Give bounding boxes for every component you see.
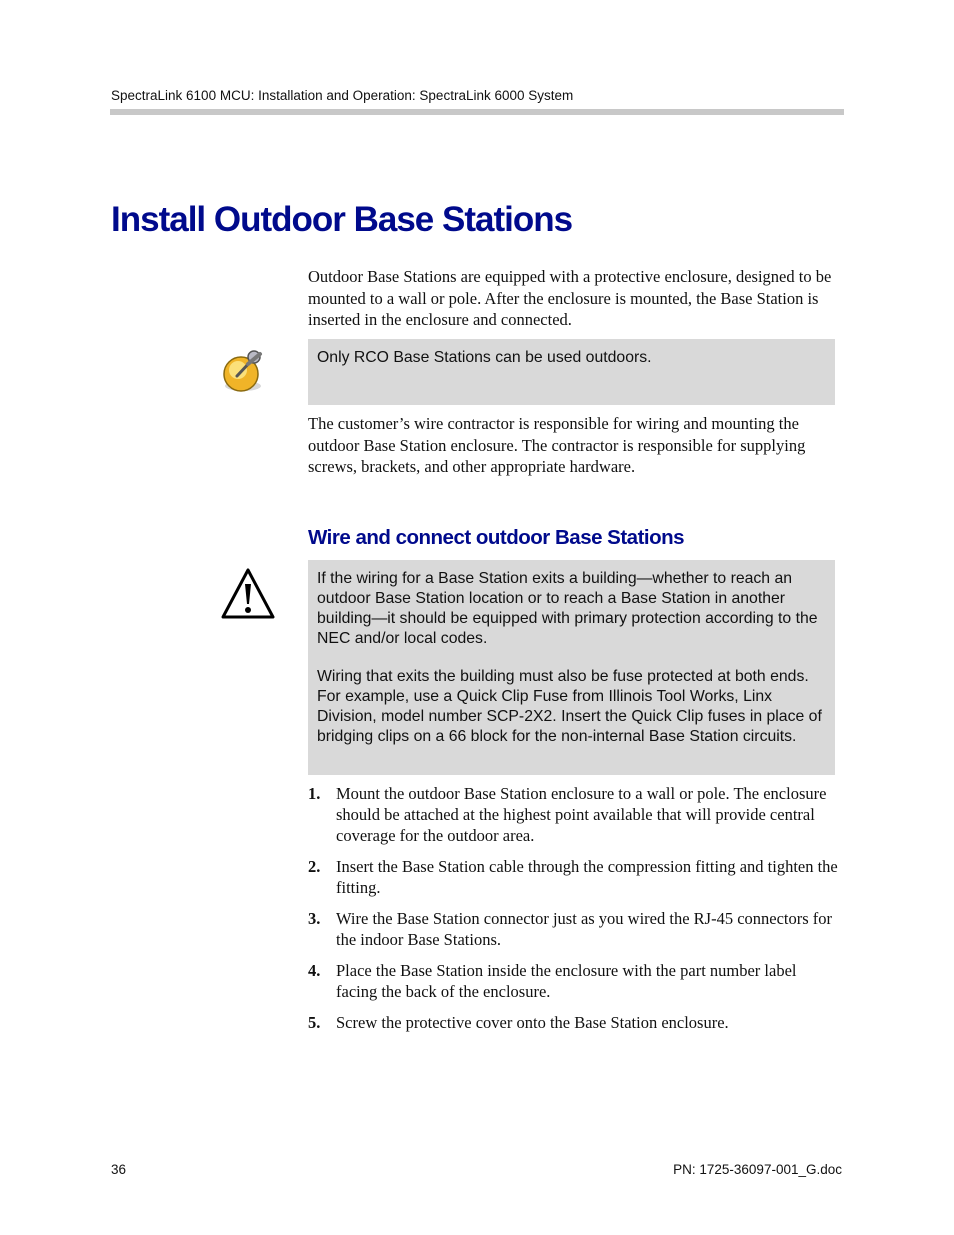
step-number: 1. [308, 784, 321, 803]
pushpin-note-icon [217, 346, 267, 399]
list-item [308, 908, 838, 950]
step-number: 5. [308, 1013, 321, 1032]
part-number: PN: 1725-36097-001_G.doc [673, 1162, 842, 1177]
list-item [308, 856, 838, 898]
warning-paragraph-2: Wiring that exits the building must also be fuse protected at both ends. For example, use a Quick Clip Fuse from Illinois Tool Works, Linx Division, model number SCP-2X2. Insert the Quick Clip fuses in place of bridging clips on a 66 block for the non-internal Base Station circuits. [317, 668, 822, 745]
step-text: Wire the Base Station connector just as you wired the RJ-45 connectors for the indoor Base Stations. [336, 909, 833, 949]
warning-triangle-icon [219, 566, 277, 626]
list-item [308, 960, 838, 1002]
section-heading: Wire and connect outdoor Base Stations [308, 526, 685, 549]
list-item [308, 1012, 838, 1033]
warning-paragraph-1: If the wiring for a Base Station exits a building—whether to reach an outdoor Base Station location or to reach a Base Station in another building—it should be equipped with primary protection according to the NEC and/or local codes. [317, 570, 818, 647]
warning-callout [308, 560, 835, 775]
step-text: Mount the outdoor Base Station enclosure to a wall or pole. The enclosure should be attached at the highest point available that will provide central coverage for the outdoor area. [336, 784, 827, 845]
note-callout [308, 339, 835, 405]
step-number: 2. [308, 857, 321, 876]
steps-list [308, 783, 838, 1043]
note-text: Only RCO Base Stations can be used outdoors. [317, 349, 652, 366]
step-text: Screw the protective cover onto the Base Station enclosure. [336, 1013, 729, 1032]
intro-paragraph: Outdoor Base Stations are equipped with a protective enclosure, designed to be mounted to a wall or pole. After the enclosure is mounted, the Base Station is inserted in the enclosure and connected. [308, 267, 832, 329]
step-text: Insert the Base Station cable through the compression fitting and tighten the fitting. [336, 857, 838, 897]
step-number: 4. [308, 961, 321, 980]
page-title: Install Outdoor Base Stations [111, 200, 573, 239]
step-text: Place the Base Station inside the enclosure with the part number label facing the back of the enclosure. [336, 961, 797, 1001]
list-item [308, 783, 838, 846]
contractor-paragraph: The customer’s wire contractor is responsible for wiring and mounting the outdoor Base Station enclosure. The contractor is responsible for supplying screws, brackets, and other appropriate hardware. [308, 414, 806, 476]
page-number: 36 [111, 1162, 127, 1177]
step-number: 3. [308, 909, 321, 928]
running-header: SpectraLink 6100 MCU: Installation and Operation: SpectraLink 6000 System [111, 88, 574, 103]
header-rule [110, 109, 844, 115]
